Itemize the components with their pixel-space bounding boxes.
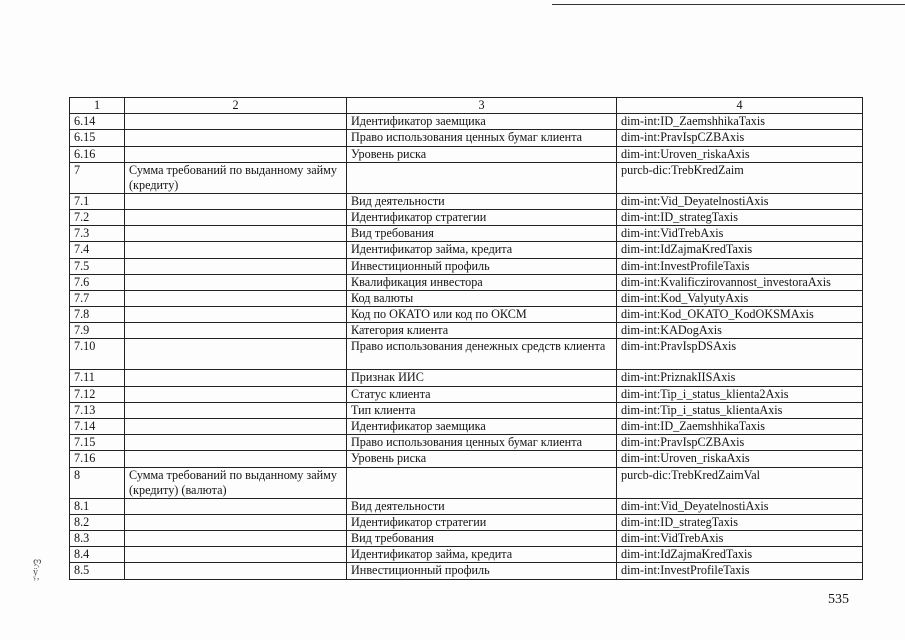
row-number: 8.1 <box>70 498 125 514</box>
row-number: 7.4 <box>70 242 125 258</box>
row-name <box>125 146 347 162</box>
row-name <box>125 498 347 514</box>
table-header-row <box>70 98 863 114</box>
row-attribute: Квалификация инвестора <box>347 274 617 290</box>
row-number: 6.15 <box>70 130 125 146</box>
row-number: 7.14 <box>70 419 125 435</box>
margin-mark: ÿ <box>33 567 38 578</box>
row-code: dim-int:Uroven_riskaAxis <box>617 451 863 467</box>
row-attribute: Уровень риска <box>347 451 617 467</box>
row-attribute: Вид требования <box>347 530 617 546</box>
row-name <box>125 435 347 451</box>
row-attribute: Идентификатор займа, кредита <box>347 242 617 258</box>
table-row <box>70 226 863 242</box>
row-name <box>125 290 347 306</box>
table-row <box>70 242 863 258</box>
row-attribute: Код валюты <box>347 290 617 306</box>
table-row <box>70 162 863 193</box>
table-row <box>70 563 863 579</box>
row-name <box>125 402 347 418</box>
row-number: 7.8 <box>70 307 125 323</box>
row-code: dim-int:ID_ZaemshhikaTaxis <box>617 419 863 435</box>
row-code: dim-int:Uroven_riskaAxis <box>617 146 863 162</box>
row-code: dim-int:IdZajmaKredTaxis <box>617 242 863 258</box>
table-row <box>70 419 863 435</box>
table-row <box>70 402 863 418</box>
row-attribute: Инвестиционный профиль <box>347 258 617 274</box>
row-attribute: Право использования денежных средств клиента <box>347 339 617 370</box>
header-col-2: 2 <box>125 98 347 114</box>
row-number: 7.9 <box>70 323 125 339</box>
row-name <box>125 209 347 225</box>
table-row <box>70 467 863 498</box>
table-row <box>70 339 863 370</box>
table-row <box>70 451 863 467</box>
row-code: dim-int:VidTrebAxis <box>617 226 863 242</box>
row-number: 8.4 <box>70 547 125 563</box>
table-row <box>70 114 863 130</box>
row-attribute: Статус клиента <box>347 386 617 402</box>
row-number: 8 <box>70 467 125 498</box>
row-code: dim-int:InvestProfileTaxis <box>617 563 863 579</box>
page-number: 535 <box>828 592 849 607</box>
top-rule <box>552 4 905 5</box>
margin-mark: ღ <box>33 557 42 568</box>
table-row <box>70 130 863 146</box>
row-attribute: Право использования ценных бумаг клиента <box>347 130 617 146</box>
row-code: dim-int:IdZajmaKredTaxis <box>617 547 863 563</box>
row-code: dim-int:Tip_i_status_klienta2Axis <box>617 386 863 402</box>
row-number: 7.1 <box>70 193 125 209</box>
row-attribute: Признак ИИС <box>347 370 617 386</box>
table-row <box>70 307 863 323</box>
row-number: 7.13 <box>70 402 125 418</box>
row-number: 8.2 <box>70 514 125 530</box>
row-attribute: Идентификатор стратегии <box>347 514 617 530</box>
table-row <box>70 498 863 514</box>
row-name <box>125 307 347 323</box>
row-name: Сумма требований по выданному займу (кредиту) (валюта) <box>125 467 347 498</box>
row-attribute: Уровень риска <box>347 146 617 162</box>
row-attribute: Вид деятельности <box>347 498 617 514</box>
margin-mark: ʼʼ <box>33 577 40 588</box>
header-col-3: 3 <box>347 98 617 114</box>
row-number: 8.3 <box>70 530 125 546</box>
row-code: dim-int:PravIspDSAxis <box>617 339 863 370</box>
row-name <box>125 193 347 209</box>
row-attribute: Код по ОКАТО или код по ОКСМ <box>347 307 617 323</box>
table-row <box>70 193 863 209</box>
row-attribute: Идентификатор стратегии <box>347 209 617 225</box>
row-name <box>125 370 347 386</box>
table-row <box>70 290 863 306</box>
header-col-1: 1 <box>70 98 125 114</box>
row-code: dim-int:Tip_i_status_klientaAxis <box>617 402 863 418</box>
row-code: dim-int:KADogAxis <box>617 323 863 339</box>
row-code: dim-int:Kvalificzirovannost_investoraAxis <box>617 274 863 290</box>
header-col-4: 4 <box>617 98 863 114</box>
table-row <box>70 386 863 402</box>
row-number: 7.2 <box>70 209 125 225</box>
row-name <box>125 339 347 370</box>
row-attribute: Категория клиента <box>347 323 617 339</box>
row-code: dim-int:Vid_DeyatelnostiAxis <box>617 498 863 514</box>
row-name <box>125 114 347 130</box>
row-number: 7.12 <box>70 386 125 402</box>
row-number: 7.16 <box>70 451 125 467</box>
row-name <box>125 274 347 290</box>
row-name <box>125 258 347 274</box>
row-number: 7.7 <box>70 290 125 306</box>
row-name <box>125 563 347 579</box>
attribute-table <box>69 97 863 580</box>
row-name <box>125 242 347 258</box>
row-code: dim-int:Kod_OKATO_KodOKSMAxis <box>617 307 863 323</box>
row-number: 7.3 <box>70 226 125 242</box>
row-number: 7 <box>70 162 125 193</box>
row-code: dim-int:PravIspCZBAxis <box>617 130 863 146</box>
row-name <box>125 386 347 402</box>
row-number: 7.11 <box>70 370 125 386</box>
row-number: 7.5 <box>70 258 125 274</box>
row-code: dim-int:InvestProfileTaxis <box>617 258 863 274</box>
row-attribute: Инвестиционный профиль <box>347 563 617 579</box>
table-row <box>70 323 863 339</box>
row-attribute: Тип клиента <box>347 402 617 418</box>
row-code: dim-int:ID_strategTaxis <box>617 209 863 225</box>
row-code: dim-int:PriznakIISAxis <box>617 370 863 386</box>
row-name <box>125 130 347 146</box>
table-row <box>70 370 863 386</box>
row-number: 8.5 <box>70 563 125 579</box>
row-name <box>125 323 347 339</box>
row-code: dim-int:Kod_ValyutyAxis <box>617 290 863 306</box>
table-row <box>70 514 863 530</box>
row-name <box>125 530 347 546</box>
row-attribute: Вид требования <box>347 226 617 242</box>
row-name: Сумма требований по выданному займу (кредиту) <box>125 162 347 193</box>
table-row <box>70 258 863 274</box>
row-code: purcb-dic:TrebKredZaim <box>617 162 863 193</box>
row-number: 7.6 <box>70 274 125 290</box>
table-row <box>70 146 863 162</box>
table-row <box>70 435 863 451</box>
row-attribute <box>347 467 617 498</box>
row-number: 6.14 <box>70 114 125 130</box>
row-number: 7.15 <box>70 435 125 451</box>
table-row <box>70 547 863 563</box>
row-name <box>125 226 347 242</box>
row-code: dim-int:ID_strategTaxis <box>617 514 863 530</box>
table-row <box>70 530 863 546</box>
row-name <box>125 514 347 530</box>
row-code: dim-int:ID_ZaemshhikaTaxis <box>617 114 863 130</box>
row-attribute <box>347 162 617 193</box>
row-name <box>125 419 347 435</box>
row-code: dim-int:VidTrebAxis <box>617 530 863 546</box>
table-row <box>70 209 863 225</box>
row-code: dim-int:PravIspCZBAxis <box>617 435 863 451</box>
row-code: purcb-dic:TrebKredZaimVal <box>617 467 863 498</box>
row-code: dim-int:Vid_DeyatelnostiAxis <box>617 193 863 209</box>
row-attribute: Идентификатор займа, кредита <box>347 547 617 563</box>
row-attribute: Вид деятельности <box>347 193 617 209</box>
row-number: 7.10 <box>70 339 125 370</box>
row-number: 6.16 <box>70 146 125 162</box>
row-attribute: Право использования ценных бумаг клиента <box>347 435 617 451</box>
row-name <box>125 547 347 563</box>
row-attribute: Идентификатор заемщика <box>347 419 617 435</box>
row-attribute: Идентификатор заемщика <box>347 114 617 130</box>
row-name <box>125 451 347 467</box>
table-row <box>70 274 863 290</box>
